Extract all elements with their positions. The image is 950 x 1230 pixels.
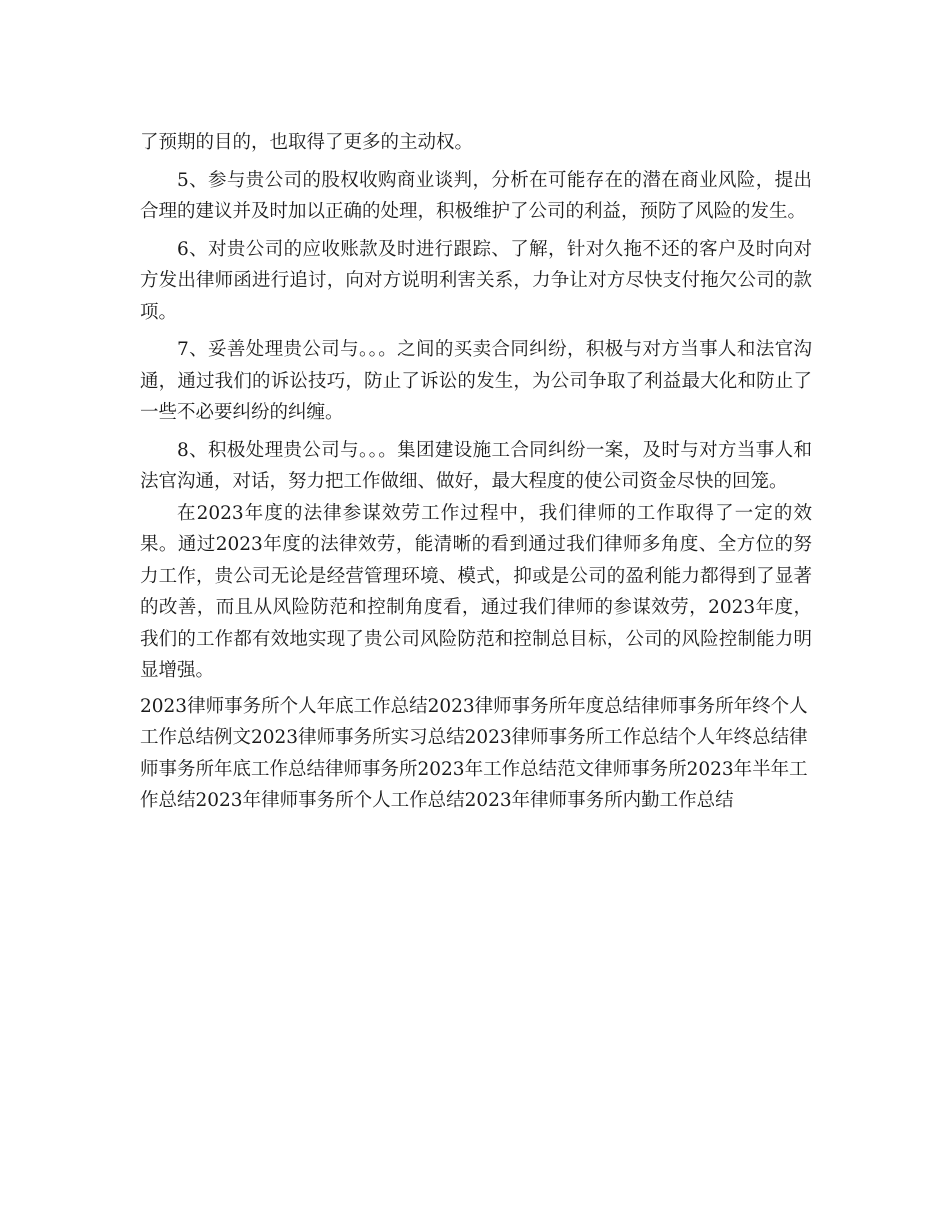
paragraph-item-8: 8、积极处理贵公司与。。。集团建设施工合同纠纷一案，及时与对方当事人和法官沟通，对话，努力把工作做细、做好，最大程度的使公司资金尽快的回笼。 <box>140 439 812 492</box>
paragraph-summary: 在2023年度的法律参谋效劳工作过程中，我们律师的工作取得了一定的效果。通过2023年度的法律效劳，能清晰的看到通过我们律师多角度、全方位的努力工作，贵公司无论是经营管理环境、模式，抑或是公司的盈利能力都得到了显著的改善，而且从风险防范和控制角度看，通过我们律师的参谋效劳，2023年度，我们的工作都有效地实现了贵公司风险防范和控制总目标，公司的风险控制能力明显增强。 <box>140 502 812 681</box>
paragraph-item-5: 5、参与贵公司的股权收购商业谈判，分析在可能存在的潜在商业风险，提出合理的建议并及时加以正确的处理，积极维护了公司的利益，预防了风险的发生。 <box>140 169 812 222</box>
paragraph-item-7: 7、妥善处理贵公司与。。。之间的买卖合同纠纷，积极与对方当事人和法官沟通，通过我们的诉讼技巧，防止了诉讼的发生，为公司争取了利益最大化和防止了一些不必要纠纷的纠缠。 <box>140 339 812 423</box>
document-body <box>140 127 812 823</box>
paragraph-item-6: 6、对贵公司的应收账款及时进行跟踪、了解，针对久拖不还的客户及时向对方发出律师函进行追讨，向对方说明利害关系，力争让对方尽快支付拖欠公司的款项。 <box>140 238 812 323</box>
paragraph-continuation: 了预期的目的，也取得了更多的主动权。 <box>140 132 474 153</box>
related-articles-list: 2023律师事务所个人年底工作总结2023律师事务所年度总结律师事务所年终个人工作总结例文2023律师事务所实习总结2023律师事务所工作总结个人年终总结律师事务所年底工作总结律师事务所2023年工作总结范文律师事务所2023年半年工作总结2023年律师事务所个人工作总结2023年律师事务所内勤工作总结 <box>140 695 808 811</box>
